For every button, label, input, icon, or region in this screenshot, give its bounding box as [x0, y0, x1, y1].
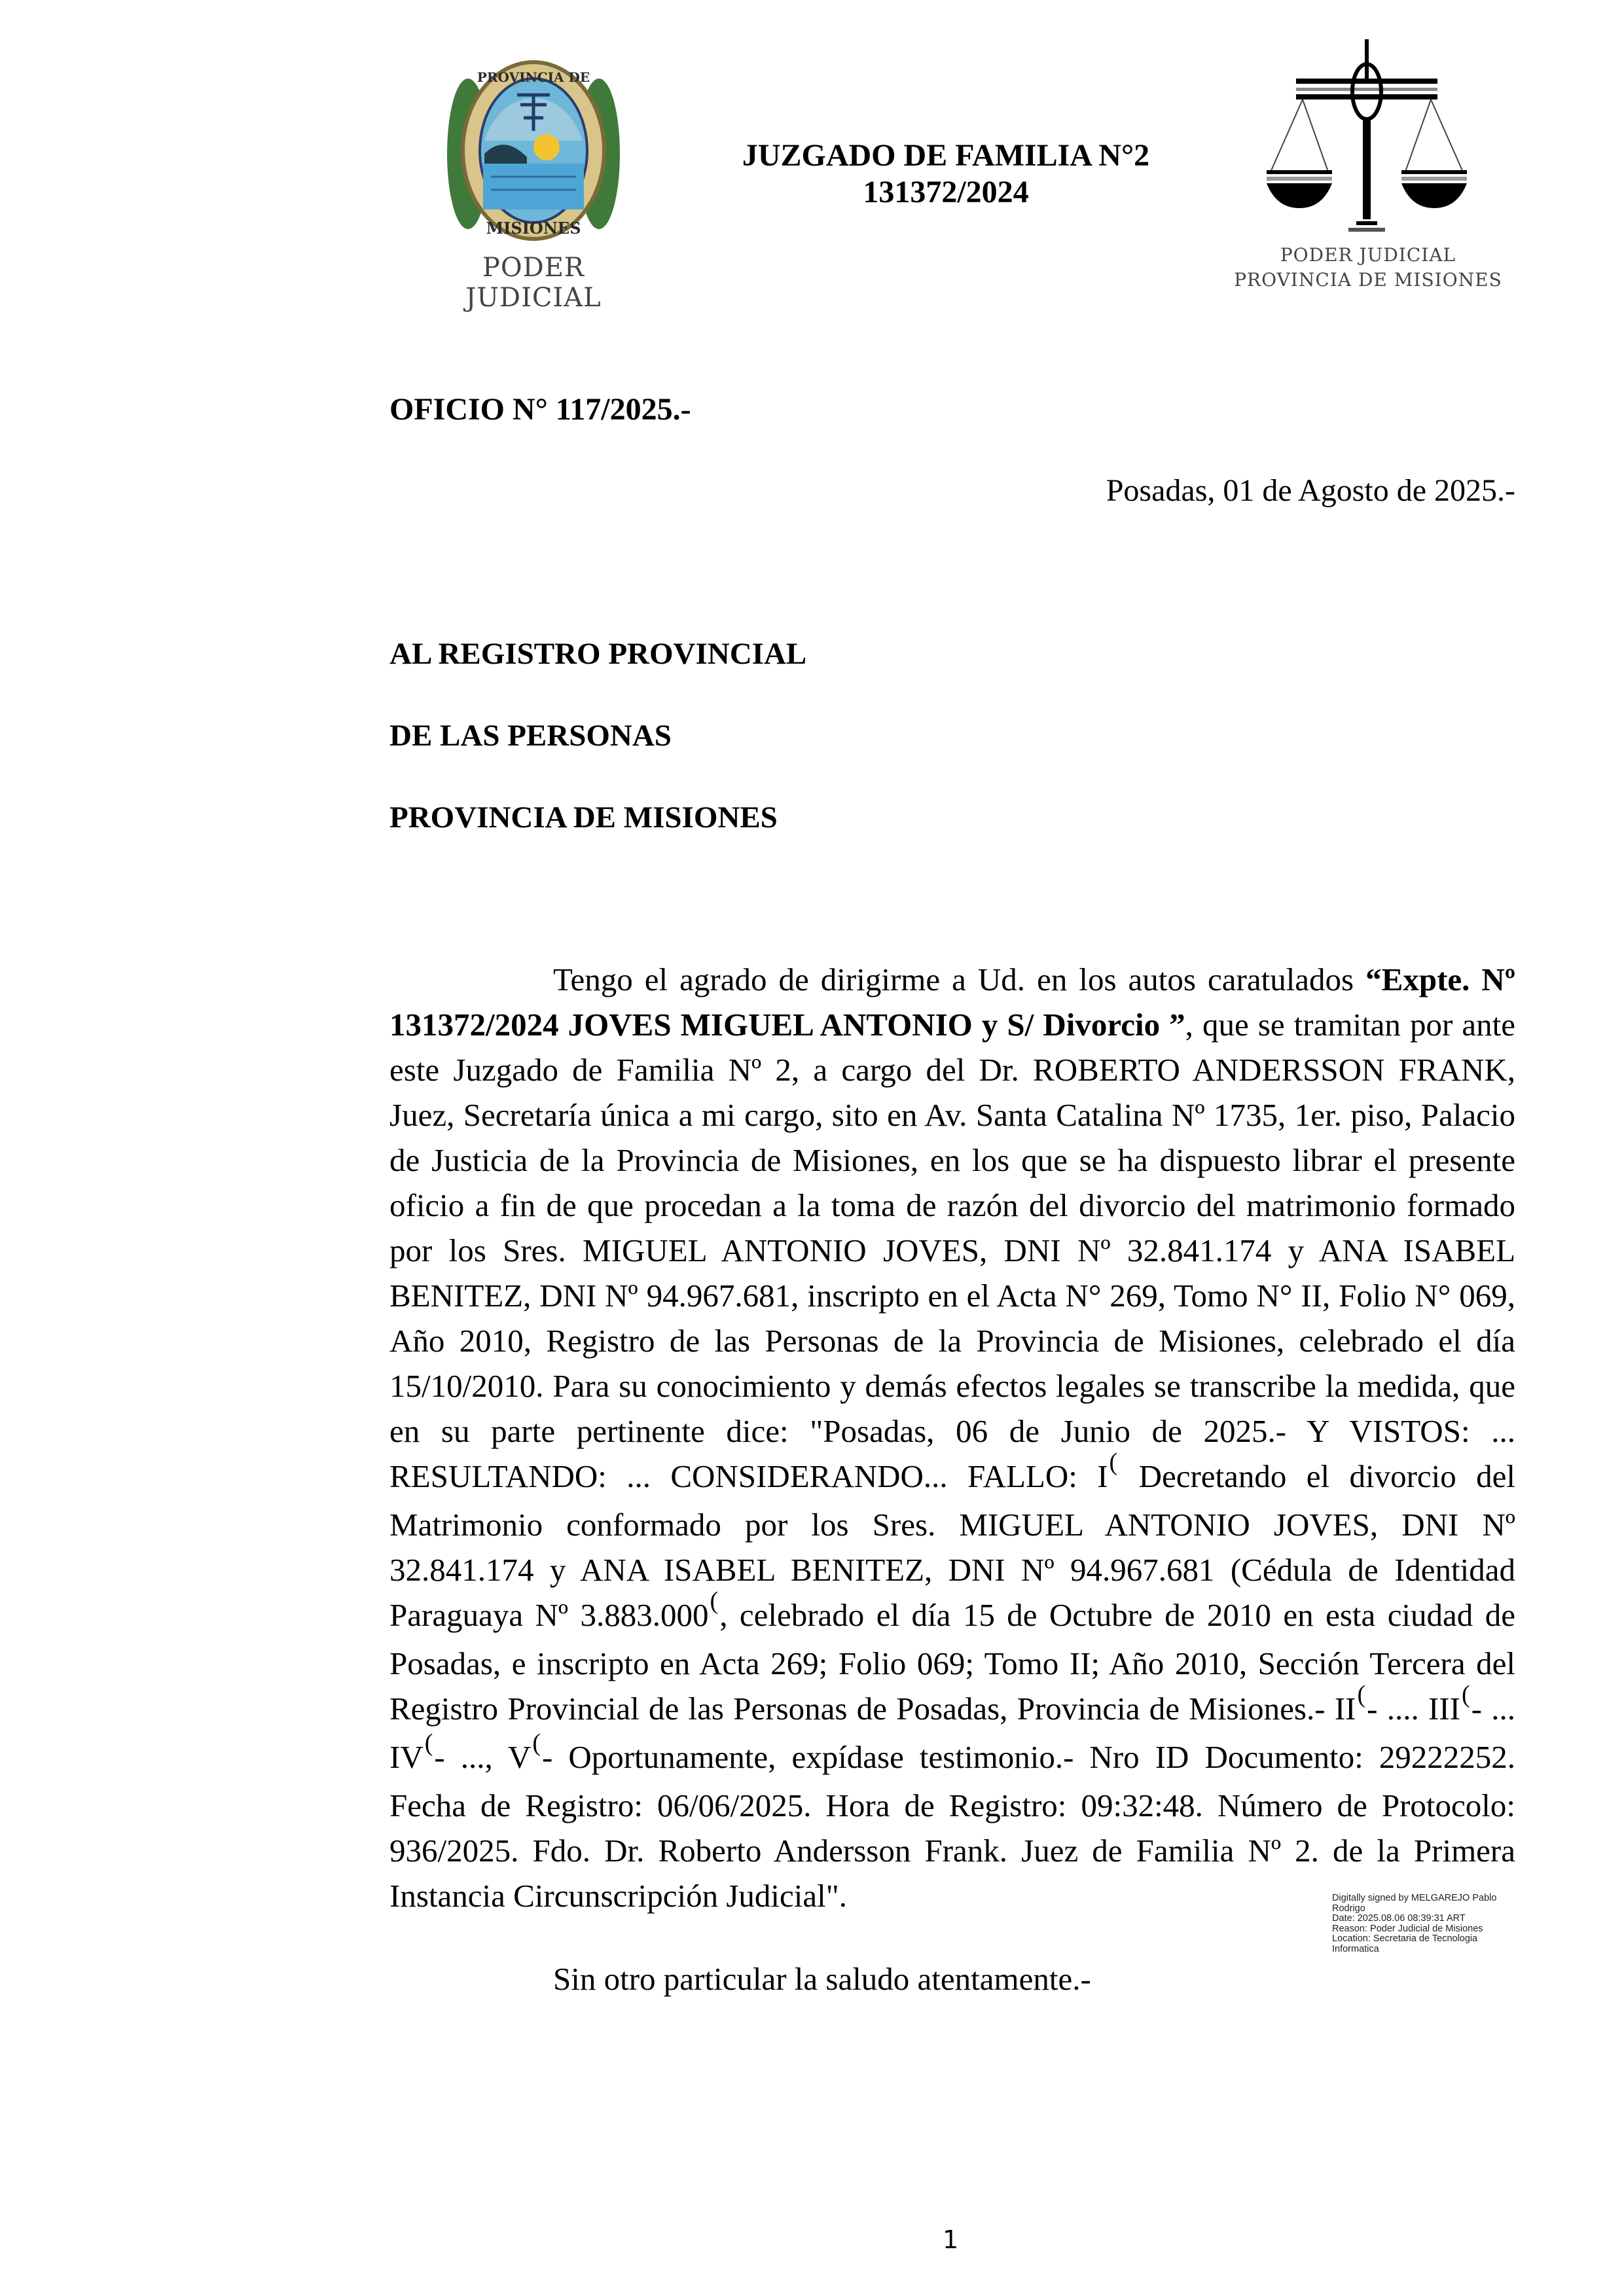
body-part-4: - .... III	[1367, 1691, 1460, 1727]
case-title: “Expte. Nº 131372/2024 JOVES MIGUEL ANTONIO y S/ Divorcio ”	[389, 961, 1515, 1043]
page-number: 1	[943, 2225, 959, 2254]
addressee-line-1: AL REGISTRO PROVINCIAL	[389, 637, 807, 671]
addressee-line-2: DE LAS PERSONAS	[389, 719, 672, 753]
right-logo-caption	[1231, 243, 1506, 293]
body-part-1: , que se tramitan por ante este Juzgado de Familia Nº 2, a cargo del Dr. ROBERTO ANDERSSON FRANK, Juez, Secretaría única a mi cargo, sito en Av. Santa Catalina Nº 1735, 1er. piso, Palacio de Justicia de la Provincia de Misiones, en los que se ha dispuesto librar el presente oficio a fin de que procedan a la toma de razón del divorcio del matrimonio formado por los Sres. MIGUEL ANTONIO JOVES, DNI Nº 32.841.174 y ANA ISABEL BENITEZ, DNI Nº 94.967.681, inscripto en el Acta N° 269, Tomo N° II, Folio N° 069, Año 2010, Registro de las Personas de la Provincia de Misiones, celebrado el día 15/10/2010. Para su conocimiento y demás efectos legales se transcribe la medida, que en su parte pertinente dice: "Posadas, 06 de Junio de 2025.- Y VISTOS: ... RESULTANDO: ... CONSIDERANDO... FALLO: I	[389, 1007, 1515, 1494]
date-line: Posadas, 01 de Agosto de 2025.-	[1106, 473, 1515, 508]
body-part-3: , celebrado el día 15 de Octubre de 2010 en esta ciudad de Posadas, e inscripto en Acta 269; Folio 069; Tomo II; Año 2010, Sección Tercera del Registro Provincial de las Personas de Posadas, Provincia de Misiones.- II	[389, 1597, 1515, 1727]
addressee-line-3: PROVINCIA DE MISIONES	[389, 800, 778, 834]
arc-text-bottom: MISIONES	[486, 219, 581, 238]
closing-line: Sin otro particular la saludo atentamente.-	[553, 1961, 1091, 1997]
glyph-mark: (	[710, 1587, 719, 1615]
glyph-mark: (	[424, 1729, 433, 1757]
glyph-mark: (	[1357, 1681, 1366, 1708]
right-logo-caption-line1: PODER JUDICIAL	[1280, 244, 1456, 266]
digital-signature[interactable]	[1332, 1893, 1528, 1954]
provincia-de-misiones-coat-of-arms-icon	[412, 56, 655, 245]
right-logo	[1231, 39, 1506, 291]
body-part-5: - ... IV	[389, 1691, 1515, 1775]
arc-text-top: PROVINCIA DE	[477, 69, 590, 85]
left-logo-caption: PODER JUDICIAL	[465, 253, 602, 313]
glyph-mark: (	[532, 1729, 541, 1757]
right-logo-caption-line2: PROVINCIA DE MISIONES	[1234, 269, 1502, 291]
signature-line-4: Reason: Poder Judicial de Misiones	[1332, 1923, 1483, 1934]
body-part-7: - Oportunamente, expídase testimonio.- Nro ID Documento: 29222252. Fecha de Registro: 06/06/2025. Hora de Registro: 09:32:48. Número de Protocolo: 936/2025. Fdo. Dr. Roberto Andersson Frank. Juez de Familia Nº 2. de la Primera Instancia Circunscripción Judicial".	[389, 1739, 1515, 1914]
case-number: 131372/2024	[863, 175, 1029, 209]
left-logo	[412, 56, 655, 313]
scales-of-justice-icon	[1231, 39, 1506, 236]
body-part-6: - ..., V	[434, 1739, 532, 1775]
signature-line-3: Date: 2025.08.06 08:39:31 ART	[1332, 1913, 1466, 1924]
signature-line-6: Informatica	[1332, 1943, 1379, 1954]
body-part-2: Decretando el divorcio del Matrimonio conformado por los Sres. MIGUEL ANTONIO JOVES, DNI Nº 32.841.174 y ANA ISABEL BENITEZ, DNI Nº 94.967.681 (Cédula de Identidad Paraguaya Nº 3.883.000	[389, 1458, 1515, 1633]
oficio-number: OFICIO N° 117/2025.-	[389, 392, 691, 427]
glyph-mark: (	[1109, 1448, 1118, 1476]
signature-line-2: Rodrigo	[1332, 1903, 1365, 1914]
body-paragraph	[389, 957, 1515, 1918]
body-intro: Tengo el agrado de dirigirme a Ud. en los autos caratulados	[553, 961, 1366, 997]
glyph-mark: (	[1461, 1681, 1470, 1708]
signature-line-1: Digitally signed by MELGAREJO Pablo	[1332, 1893, 1497, 1903]
court-name: JUZGADO DE FAMILIA N°2	[742, 138, 1150, 173]
signature-line-5: Location: Secretaria de Tecnologia	[1332, 1933, 1478, 1944]
court-header	[687, 137, 1204, 211]
